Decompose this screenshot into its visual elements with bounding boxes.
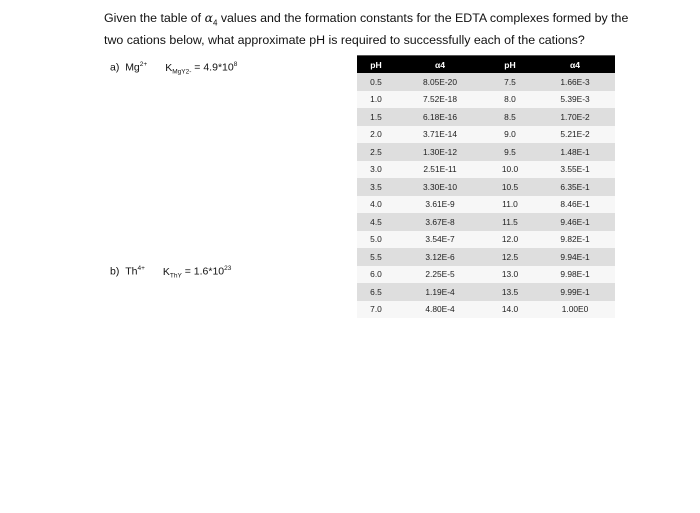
cell-ph: 3.5	[357, 178, 395, 196]
table-row	[357, 301, 615, 319]
header-ph-2: pH	[485, 56, 535, 73]
part-b-k-exponent: 23	[224, 265, 232, 272]
cell-alpha4: 3.71E-14	[395, 126, 485, 144]
part-a-k-symbol: K	[165, 61, 173, 74]
part-a-k-exponent: 8	[233, 61, 238, 68]
cell-ph: 1.5	[357, 108, 395, 126]
cell-alpha4: 1.66E-3	[535, 73, 615, 91]
cell-alpha4: 2.51E-11	[395, 161, 485, 179]
cell-alpha4: 3.67E-8	[395, 213, 485, 231]
cell-alpha4: 8.05E-20	[395, 73, 485, 91]
table-row	[357, 91, 615, 109]
cell-ph: 1.0	[357, 91, 395, 109]
cell-ph: 6.5	[357, 283, 395, 301]
cell-ph: 5.0	[357, 231, 395, 249]
part-a-charge: 2+	[139, 61, 148, 68]
cell-alpha4: 9.46E-1	[535, 213, 615, 231]
cell-alpha4: 1.30E-12	[395, 143, 485, 161]
cell-ph: 10.0	[485, 161, 535, 179]
cell-ph: 8.5	[485, 108, 535, 126]
alpha4-table	[357, 55, 615, 318]
table-row	[357, 126, 615, 144]
question-text-end: values and the formation constants for the EDTA complexes formed by the two cations below, what approximate pH is required to successfully each of the cations?	[104, 11, 629, 47]
cell-ph: 13.0	[485, 266, 535, 284]
cell-alpha4: 5.39E-3	[535, 91, 615, 109]
header-alpha4-1: α4	[395, 56, 485, 73]
part-b-cation: Th	[125, 265, 138, 278]
table-row	[357, 143, 615, 161]
table-body	[357, 73, 615, 318]
table-header-row	[357, 56, 615, 73]
table-row	[357, 266, 615, 284]
cell-alpha4: 9.82E-1	[535, 231, 615, 249]
cell-alpha4: 3.55E-1	[535, 161, 615, 179]
cell-ph: 7.0	[357, 301, 395, 319]
part-b-k-value: = 1.6*10	[181, 265, 225, 278]
cell-alpha4: 9.94E-1	[535, 248, 615, 266]
part-a-k-subscript: MgY2-	[172, 68, 192, 76]
cell-ph: 13.5	[485, 283, 535, 301]
question-text-start: Given the table of	[104, 11, 205, 25]
cell-ph: 11.0	[485, 196, 535, 214]
cell-alpha4: 7.52E-18	[395, 91, 485, 109]
cell-alpha4: 1.00E0	[535, 301, 615, 319]
cell-alpha4: 1.19E-4	[395, 283, 485, 301]
cell-alpha4: 1.70E-2	[535, 108, 615, 126]
cell-ph: 9.5	[485, 143, 535, 161]
cell-ph: 10.5	[485, 178, 535, 196]
cell-ph: 4.5	[357, 213, 395, 231]
question-text	[104, 9, 644, 49]
cell-ph: 2.0	[357, 126, 395, 144]
cell-ph: 5.5	[357, 248, 395, 266]
cell-alpha4: 2.25E-5	[395, 266, 485, 284]
part-b	[110, 265, 231, 280]
cell-ph: 9.0	[485, 126, 535, 144]
part-a-cation: Mg	[125, 61, 140, 74]
cell-alpha4: 3.12E-6	[395, 248, 485, 266]
table-row	[357, 178, 615, 196]
cell-alpha4: 9.98E-1	[535, 266, 615, 284]
part-b-charge: 4+	[137, 265, 145, 272]
part-b-k-symbol: K	[162, 265, 170, 278]
alpha-symbol: α	[204, 10, 213, 25]
cell-ph: 6.0	[357, 266, 395, 284]
cell-alpha4: 6.35E-1	[535, 178, 615, 196]
cell-alpha4: 8.46E-1	[535, 196, 615, 214]
part-a	[110, 61, 237, 76]
cell-alpha4: 1.48E-1	[535, 143, 615, 161]
cell-alpha4: 3.30E-10	[395, 178, 485, 196]
cell-ph: 7.5	[485, 73, 535, 91]
cell-ph: 12.0	[485, 231, 535, 249]
header-ph-1: pH	[357, 56, 395, 73]
part-a-k-value: = 4.9*10	[191, 61, 234, 74]
table-row	[357, 73, 615, 91]
table-row	[357, 213, 615, 231]
cell-ph: 12.5	[485, 248, 535, 266]
part-b-label: b)	[110, 265, 120, 278]
table-row	[357, 283, 615, 301]
cell-alpha4: 3.54E-7	[395, 231, 485, 249]
cell-ph: 8.0	[485, 91, 535, 109]
cell-ph: 3.0	[357, 161, 395, 179]
header-alpha4-2: α4	[535, 56, 615, 73]
cell-alpha4: 9.99E-1	[535, 283, 615, 301]
cell-ph: 4.0	[357, 196, 395, 214]
cell-ph: 11.5	[485, 213, 535, 231]
alpha-subscript: 4	[212, 18, 218, 28]
cell-alpha4: 4.80E-4	[395, 301, 485, 319]
cell-ph: 2.5	[357, 143, 395, 161]
cell-alpha4: 6.18E-16	[395, 108, 485, 126]
table-row	[357, 196, 615, 214]
table-row	[357, 248, 615, 266]
part-a-label: a)	[110, 61, 120, 74]
cell-alpha4: 3.61E-9	[395, 196, 485, 214]
table-row	[357, 108, 615, 126]
cell-ph: 14.0	[485, 301, 535, 319]
part-b-k-subscript: ThY	[169, 272, 182, 280]
table-row	[357, 161, 615, 179]
table-row	[357, 231, 615, 249]
cell-ph: 0.5	[357, 73, 395, 91]
cell-alpha4: 5.21E-2	[535, 126, 615, 144]
